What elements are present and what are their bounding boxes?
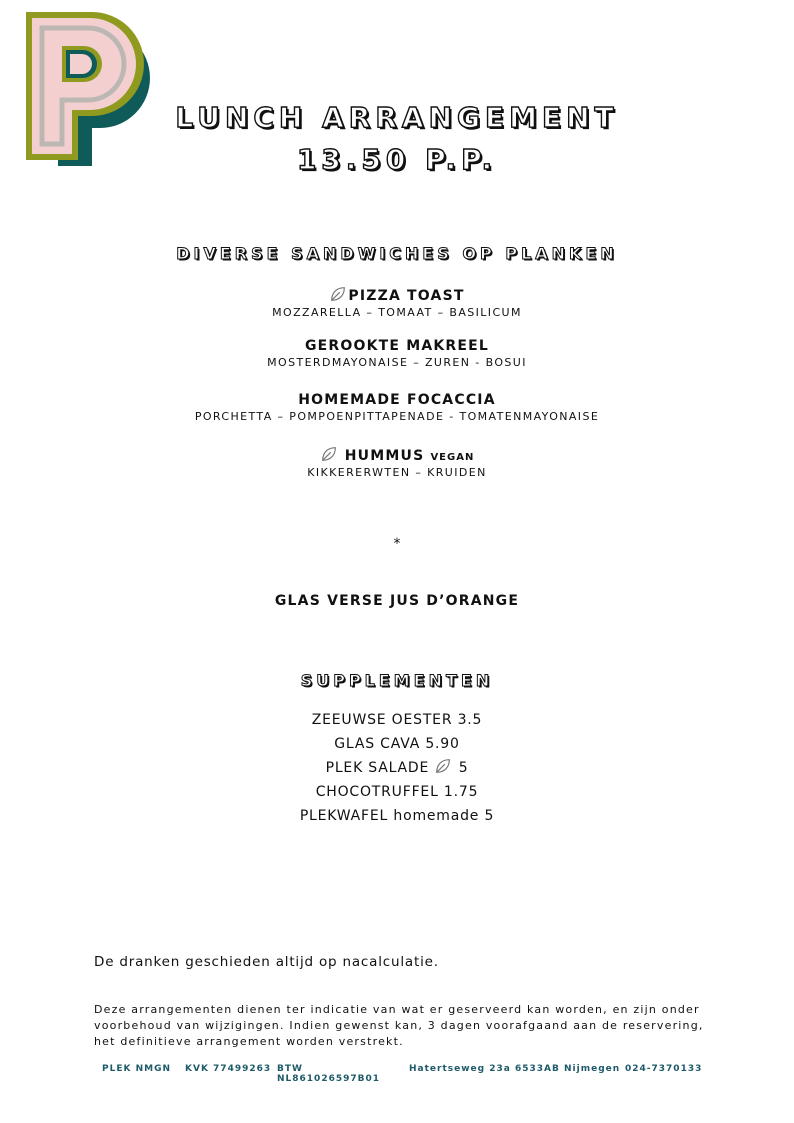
- supplement-label: PLEK SALADE: [325, 760, 430, 776]
- supplement-item: CHOCOTRUFFEL 1.75: [315, 784, 479, 800]
- footer: [102, 1064, 702, 1084]
- supplement-item: ZEEUWSE OESTER 3.5: [311, 712, 483, 728]
- item-description: MOSTERDMAYONAISE – ZUREN - BOSUI: [267, 356, 527, 369]
- page-title: [0, 97, 794, 181]
- supplement-price: 5: [458, 760, 469, 776]
- supplement-extra: homemade 5: [393, 808, 495, 824]
- title-line-2: 13.50 P.P.: [296, 143, 498, 176]
- item-name: PIZZA TOAST: [348, 288, 465, 304]
- supplement-item: [0, 756, 794, 780]
- menu-item: [0, 392, 794, 423]
- item-name: GEROOKTE MAKREEL: [304, 338, 490, 354]
- footer-kvk: KVK 77499263: [185, 1064, 272, 1074]
- menu-item: [0, 285, 794, 319]
- item-description: KIKKERERWTEN – KRUIDEN: [307, 466, 487, 479]
- supplements-heading: SUPPLEMENTEN: [300, 671, 494, 690]
- title-line-1: LUNCH ARRANGEMENT: [175, 101, 619, 134]
- leaf-icon: [434, 757, 452, 775]
- separator: *: [393, 536, 401, 552]
- menu-item: [0, 445, 794, 479]
- drink-item: GLAS VERSE JUS D’ORANGE: [274, 593, 520, 609]
- drinks-note: De dranken geschieden altijd op nacalculatie.: [94, 954, 439, 970]
- supplements-list: [0, 708, 794, 828]
- item-description: MOZZARELLA – TOMAAT – BASILICUM: [272, 306, 522, 319]
- supplement-label: PLEKWAFEL: [299, 808, 389, 824]
- item-description: PORCHETTA – POMPOENPITTAPENADE - TOMATENMAYONAISE: [194, 410, 600, 423]
- footer-name: PLEK NMGN: [102, 1064, 171, 1074]
- footer-city: 6533AB Nijmegen: [515, 1064, 621, 1074]
- sandwiches-heading: DIVERSE SANDWICHES OP PLANKEN: [176, 244, 618, 263]
- supplement-item: [0, 804, 794, 828]
- footer-phone: 024-7370133: [625, 1064, 703, 1074]
- item-name: HOMEMADE FOCACCIA: [298, 392, 496, 408]
- leaf-icon: [329, 285, 347, 303]
- footer-btw: BTW NL861026597B01: [277, 1064, 381, 1084]
- footer-street: Hatertseweg 23a: [409, 1064, 511, 1074]
- leaf-icon: [320, 445, 338, 463]
- item-name: HUMMUS: [344, 448, 425, 464]
- menu-item: [0, 338, 794, 369]
- vegan-tag: VEGAN: [430, 452, 475, 463]
- supplement-item: GLAS CAVA 5.90: [334, 736, 460, 752]
- disclaimer-note: Deze arrangementen dienen ter indicatie van wat er geserveerd kan worden, en zijn onder voorbehoud van wijzigingen. Indien gewenst kan, 3 dagen voorafgaand aan de reservering, het definitieve arrangement worden verstrekt.: [94, 1003, 704, 1048]
